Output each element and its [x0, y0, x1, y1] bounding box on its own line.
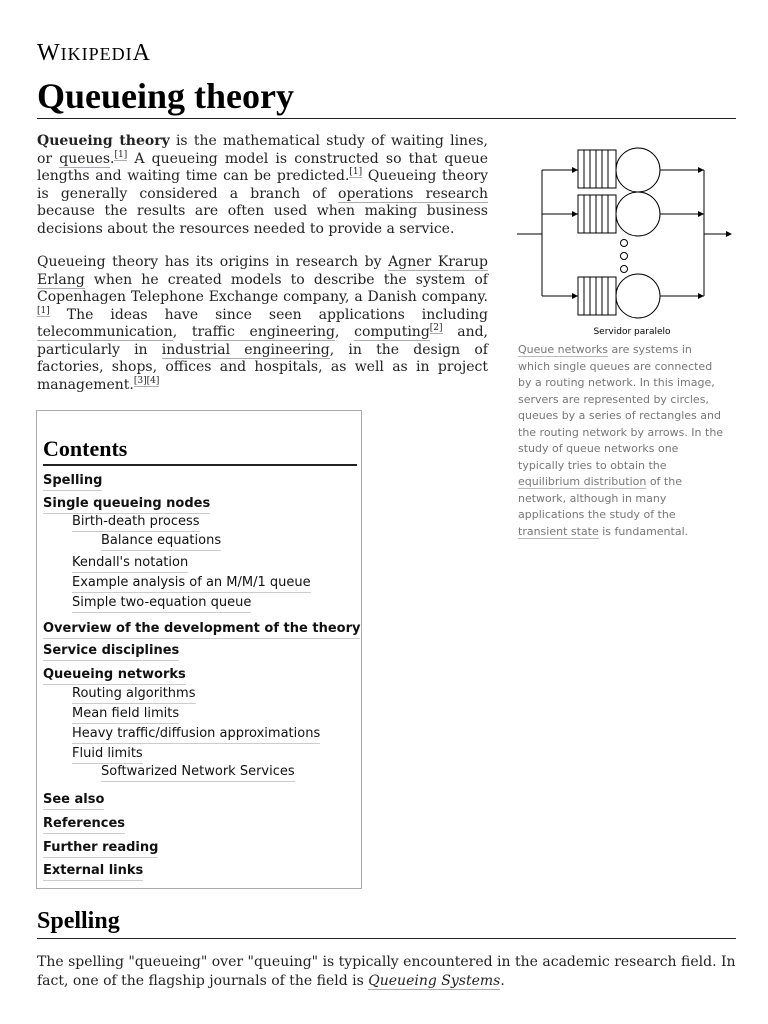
toc-item-further-reading[interactable]: Further reading — [43, 840, 158, 858]
title-rule — [37, 118, 736, 119]
wikipedia-logo[interactable]: WIKIPEDIA — [37, 40, 151, 66]
toc-item-birth-death[interactable]: Birth-death process — [72, 514, 200, 532]
link-traffic-engineering[interactable]: traffic engineering — [191, 324, 336, 340]
toc-item-kendall[interactable]: Kendall's notation — [72, 555, 188, 573]
toc-item-external-links[interactable]: External links — [43, 863, 143, 881]
link-queue-networks[interactable]: Queue networks — [518, 343, 609, 356]
toc-item-queueing-networks[interactable]: Queueing networks — [43, 667, 186, 685]
toc-item-service-disciplines[interactable]: Service disciplines — [43, 643, 179, 661]
ref-link[interactable]: [1] — [114, 149, 128, 160]
ref-link[interactable]: [1] — [37, 305, 50, 316]
link-telecommunication[interactable]: telecommunication — [37, 324, 173, 340]
toc-item-see-also[interactable]: See also — [43, 792, 104, 810]
link-transient-state[interactable]: transient state — [518, 524, 599, 538]
toc-title: Contents — [43, 436, 128, 461]
toc-rule — [43, 464, 357, 466]
link-computing[interactable]: computing — [354, 324, 430, 340]
toc-item-references[interactable]: References — [43, 816, 125, 834]
toc-item-two-equation[interactable]: Simple two-equation queue — [72, 595, 251, 613]
ref-link[interactable]: [4] — [146, 375, 160, 386]
page-title: Queueing theory — [37, 76, 294, 116]
toc-item-mean-field[interactable]: Mean field limits — [72, 706, 179, 724]
lead-section — [37, 133, 488, 410]
toc-item-overview[interactable]: Overview of the development of the theory — [43, 621, 360, 639]
lead-paragraph-2: Queueing theory has its origins in research by Agner Krarup Erlang when he created models to describe the system of Copenhagen Telephone Exchange company, a Danish company.[1] The ideas have since seen applications including telecommunication, traffic engineering, computing[2] and, particularly in industrial engineering, in the design of factories, shops, offices and hospitals, as well as in project management.[3][4] — [37, 254, 489, 393]
ref-link[interactable]: [1] — [349, 167, 363, 177]
queue-network-figure[interactable] — [512, 140, 736, 340]
link-erlang[interactable]: Agner Krarup Erlang — [37, 254, 488, 288]
figure-caption: Queue networks are systems in which single queues are connected by a routing network. In this image, servers are represented by circles, queues by a series of rectangles and the routing network by arrows. In the study of queue networks one typically tries to obtain the equilibrium distribution of the network, although in many applications the study of the transient state is fundamental. — [518, 343, 724, 538]
link-equilibrium-distribution[interactable]: equilibrium distribution — [518, 475, 647, 488]
section-rule — [37, 938, 736, 939]
link-industrial-engineering[interactable]: industrial engineering — [161, 341, 330, 358]
toc-item-routing[interactable]: Routing algorithms — [72, 686, 196, 704]
link-queues[interactable]: queues — [59, 150, 111, 167]
link-operations-research[interactable]: operations research — [338, 185, 488, 202]
queue-network-diagram — [512, 140, 736, 340]
link-queueing-systems[interactable]: Queueing Systems — [368, 973, 501, 989]
ref-link[interactable]: [2] — [429, 323, 443, 333]
toc-item-spelling[interactable]: Spelling — [43, 473, 102, 491]
toc-item-mm1[interactable]: Example analysis of an M/M/1 queue — [72, 575, 311, 593]
toc-item-single-queueing-nodes[interactable]: Single queueing nodes — [43, 496, 210, 514]
lead-paragraph-1: Queueing theory is the mathematical study of waiting lines, or queues.[1] A queueing model is constructed so that queue lengths and waiting time can be predicted.[1] Queueing theory is generally considered a branch of operations research because the results are often used when making business decisions about the resources needed to provide a service. — [37, 133, 488, 237]
toc-item-heavy-traffic[interactable]: Heavy traffic/diffusion approximations — [72, 726, 320, 744]
figure-label: Servidor paralelo — [593, 327, 671, 337]
spelling-paragraph: The spelling "queueing" over "queuing" is typically encountered in the academic research field. In fact, one of the flagship journals of the field is Queueing Systems. — [37, 954, 736, 989]
table-of-contents — [36, 410, 362, 889]
section-heading-spelling: Spelling — [37, 908, 120, 934]
toc-item-softwarized[interactable]: Softwarized Network Services — [101, 764, 295, 782]
toc-item-balance-equations[interactable]: Balance equations — [101, 533, 221, 551]
ref-link[interactable]: [3] — [133, 375, 147, 386]
toc-item-fluid-limits[interactable]: Fluid limits — [72, 746, 143, 764]
